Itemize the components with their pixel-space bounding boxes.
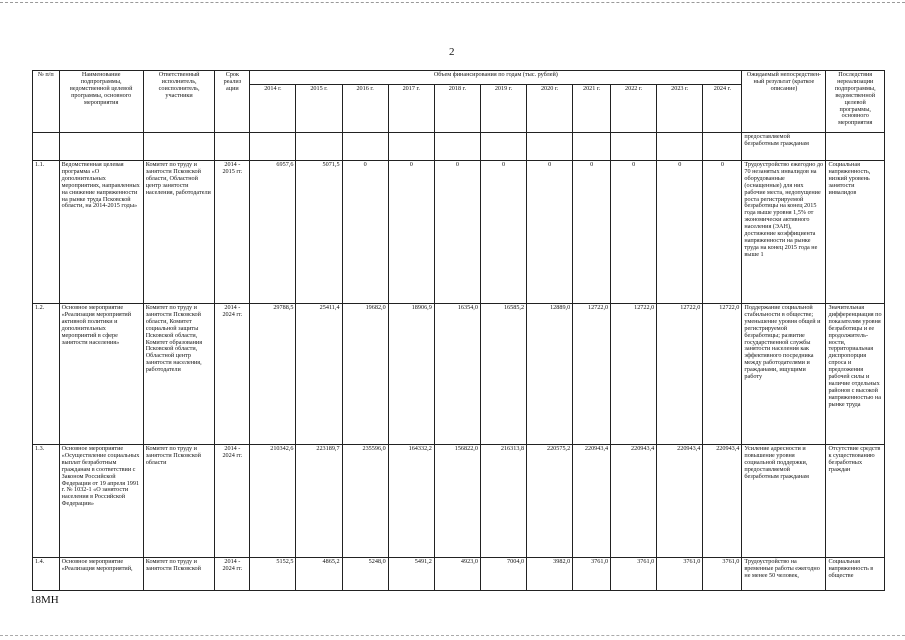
- row-number: 1.3.: [33, 445, 60, 558]
- row-value: 210342,6: [250, 445, 296, 558]
- row-responsible: Комитет по труду и занятости Псковской области, Комитет социальной защиты Псковской области, Комитет образования Псковской области, Областной центр занятости населения, работодатели: [143, 304, 215, 445]
- row-value: 12722,0: [703, 304, 742, 445]
- footer-code: 18МН: [30, 594, 59, 606]
- row-number: 1.2.: [33, 304, 60, 445]
- row-value: 5152,5: [250, 558, 296, 591]
- row-result: Поддержание социальной стабильности в обществе; уменьшение уровня общей и регистрируемой безработицы; развитие государственной службы занятости населения как эффективного посредника между работодателями и гражданами, ищущими работу: [742, 304, 826, 445]
- row-value: 7004,0: [480, 558, 526, 591]
- row-value: 3761,0: [703, 558, 742, 591]
- row-value: 3761,0: [657, 558, 703, 591]
- row-name: Основное мероприятие «Осуществление социальных выплат безработным гражданам в соответствии с Законом Российской Федерации от 19 апреля 1991 г. № 1032-1 «О занятости населения в Российской Федерации»: [59, 445, 143, 558]
- row-value: 3761,0: [573, 558, 611, 591]
- row-name: Ведомственная целевая программа «О дополнительных мероприятиях, направленных на снижение напряженности на рынке труда Псковской области, на 2014-2015 годы»: [59, 161, 143, 304]
- header-consequences: Последствия нереализации подпрограммы, ведомственной целевой программы, основного мероприятия: [826, 71, 885, 133]
- row-number: 1.1.: [33, 161, 60, 304]
- header-year: 2018 г.: [434, 85, 480, 133]
- header-year: 2020 г.: [527, 85, 573, 133]
- row-value: 0: [703, 161, 742, 304]
- header-year: 2016 г.: [342, 85, 388, 133]
- row-value: 220575,2: [527, 445, 573, 558]
- row-value: 0: [388, 161, 434, 304]
- row-term: 2014 - 2024 гг.: [215, 445, 250, 558]
- header-year: 2014 г.: [250, 85, 296, 133]
- header-row: [33, 71, 885, 85]
- header-year: 2021 г.: [573, 85, 611, 133]
- row-value: 25411,4: [296, 304, 342, 445]
- row-consequences: Социальная напряженность, низкий уровень занятости инвалидов: [826, 161, 885, 304]
- row-value: 235596,0: [342, 445, 388, 558]
- continuation-text: предоставляемой безработным гражданам: [742, 133, 826, 161]
- row-term: 2014 - 2024 гг.: [215, 304, 250, 445]
- scan-top-edge: [0, 2, 905, 4]
- table-row: [33, 161, 885, 304]
- row-value: 164332,2: [388, 445, 434, 558]
- row-value: 0: [573, 161, 611, 304]
- row-value: 0: [480, 161, 526, 304]
- header-year: 2019 г.: [480, 85, 526, 133]
- row-value: 4865,2: [296, 558, 342, 591]
- header-number: № п/п: [33, 71, 60, 133]
- row-value: 216313,8: [480, 445, 526, 558]
- page-number: 2: [449, 46, 455, 58]
- header-year: 2015 г.: [296, 85, 342, 133]
- row-value: 12722,0: [573, 304, 611, 445]
- row-value: 16585,2: [480, 304, 526, 445]
- row-term: 2014 - 2015 гг.: [215, 161, 250, 304]
- row-value: 5248,0: [342, 558, 388, 591]
- row-value: 0: [434, 161, 480, 304]
- row-name: Основное мероприятие «Реализация мероприятий,: [59, 558, 143, 591]
- table-row: [33, 445, 885, 558]
- row-value: 0: [611, 161, 657, 304]
- row-responsible: Комитет по труду и занятости Псковской области: [143, 445, 215, 558]
- row-responsible: Комитет по труду и занятости Псковской области, Областной центр занятости населения, работодатели: [143, 161, 215, 304]
- row-value: 220943,4: [573, 445, 611, 558]
- row-responsible: Комитет по труду и занятости Псковской: [143, 558, 215, 591]
- row-value: 0: [527, 161, 573, 304]
- row-value: 4923,0: [434, 558, 480, 591]
- row-consequences: Значительная дифференциация по показателям уровня безработицы и ее продолжитель-ности, территориальная диспропорция спроса и предложения рабочей силы и наличие отдельных районов с высокой напряженностью на рынке труда: [826, 304, 885, 445]
- row-value: 0: [657, 161, 703, 304]
- row-value: 5491,2: [388, 558, 434, 591]
- row-result: Трудоустройство ежегодно до 70 незанятых инвалидов на оборудованные (оснащенные) для них рабочие места, недопущение роста регистрируемой безработицы на конец 2015 года выше уровня 1,5% от экономически активного населения (ЭАН), достижение коэффициента напряженности на рынке труда на конец 2015 года не выше 1: [742, 161, 826, 304]
- row-name: Основное мероприятие «Реализация мероприятий активной политики и дополнительных мероприятий в сфере занятости населения»: [59, 304, 143, 445]
- row-result: Трудоустройство на временные работы ежегодно не менее 50 человек,: [742, 558, 826, 591]
- row-result: Усиление адресности и повышение уровня социальной поддержки, предоставляемой безработным гражданам: [742, 445, 826, 558]
- row-value: 5071,5: [296, 161, 342, 304]
- row-value: 16354,0: [434, 304, 480, 445]
- row-consequences: Социальная напряженность в обществе: [826, 558, 885, 591]
- header-responsible: Ответственный исполнитель, соисполнитель, участники: [143, 71, 215, 133]
- financing-table: [32, 70, 885, 591]
- row-value: 156822,0: [434, 445, 480, 558]
- row-value: 220943,4: [611, 445, 657, 558]
- row-value: 3761,0: [611, 558, 657, 591]
- header-result: Ожидаемый непосредствен-ный результат (краткое описание): [742, 71, 826, 133]
- header-year: 2023 г.: [657, 85, 703, 133]
- row-value: 3982,0: [527, 558, 573, 591]
- row-term: 2014 - 2024 гг.: [215, 558, 250, 591]
- row-value: 19682,0: [342, 304, 388, 445]
- header-year: 2024 г.: [703, 85, 742, 133]
- header-term: Срок реализ ации: [215, 71, 250, 133]
- row-value: 0: [342, 161, 388, 304]
- row-value: 220943,4: [657, 445, 703, 558]
- table-row: [33, 304, 885, 445]
- row-value: 12889,0: [527, 304, 573, 445]
- row-value: 220943,4: [703, 445, 742, 558]
- header-funding: Объем финансирования по годам (тыс. рублей): [250, 71, 742, 85]
- row-value: 18906,9: [388, 304, 434, 445]
- row-consequences: Отсутствие средств к существованию безработных граждан: [826, 445, 885, 558]
- row-value: 12722,0: [611, 304, 657, 445]
- header-name: Наименование подпрограммы, ведомственной целевой программы, основного мероприятия: [59, 71, 143, 133]
- row-value: 6957,6: [250, 161, 296, 304]
- row-value: 12722,0: [657, 304, 703, 445]
- row-value: 29788,5: [250, 304, 296, 445]
- table-row: [33, 558, 885, 591]
- row-value: 223189,7: [296, 445, 342, 558]
- row-number: 1.4.: [33, 558, 60, 591]
- header-year: 2022 г.: [611, 85, 657, 133]
- scan-bottom-edge: [0, 635, 905, 637]
- continuation-row: [33, 133, 885, 161]
- header-year: 2017 г.: [388, 85, 434, 133]
